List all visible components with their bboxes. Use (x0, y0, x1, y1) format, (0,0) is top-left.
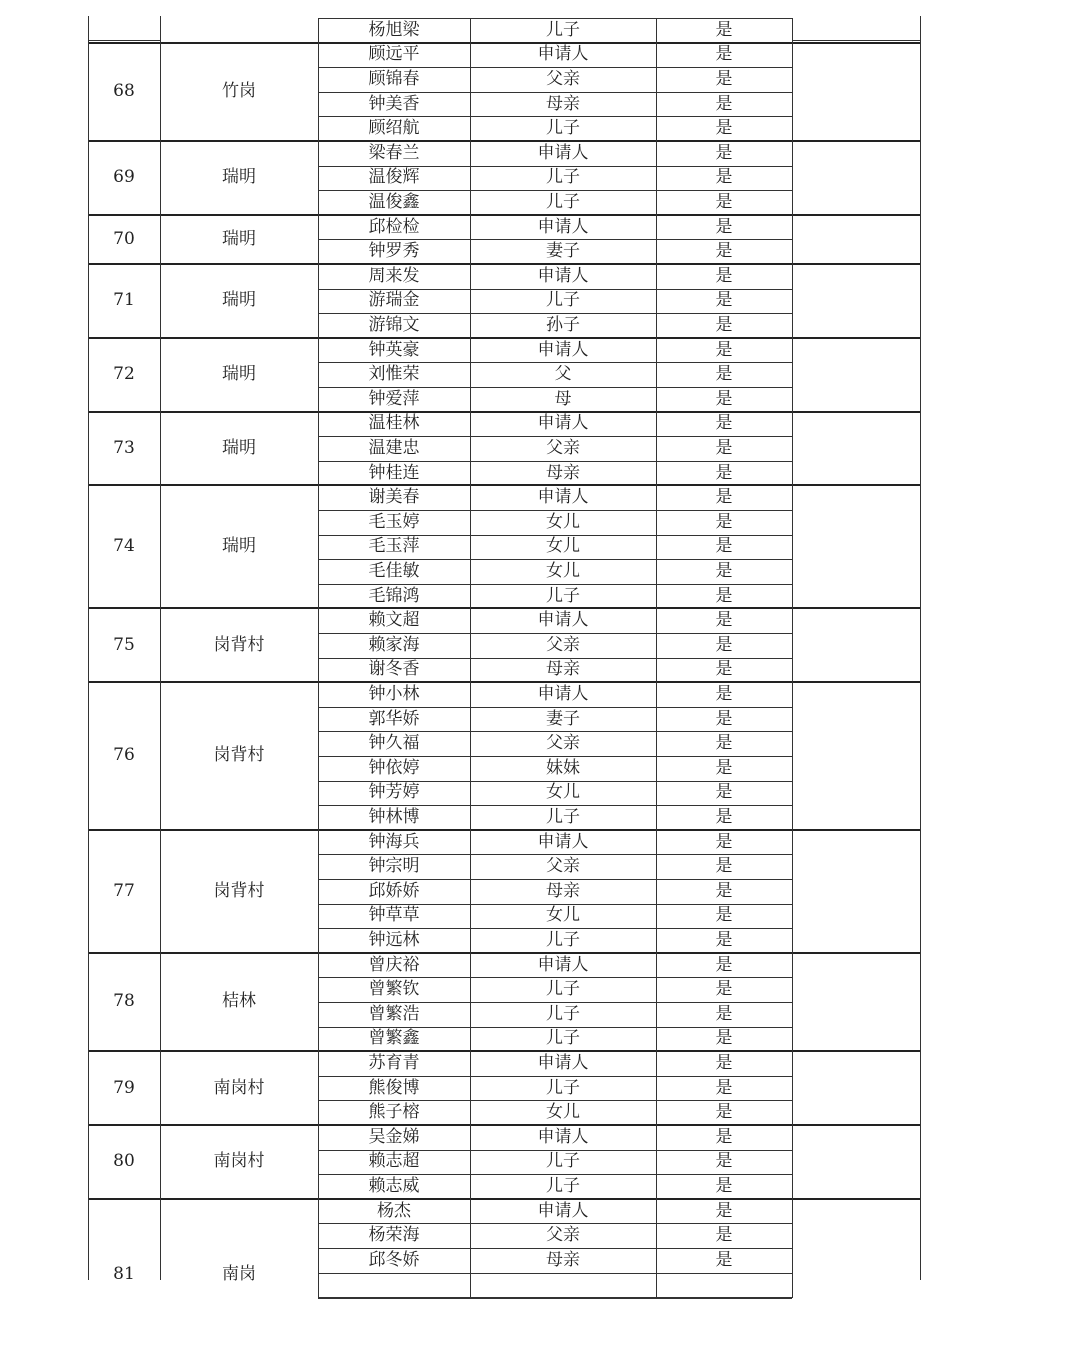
member-name: 钟远林 (368, 929, 420, 950)
serial-number: 78 (113, 991, 135, 1012)
group-divider (88, 42, 920, 44)
eligible-flag: 是 (715, 1225, 733, 1246)
relationship: 孙子 (546, 314, 580, 335)
row-divider (318, 92, 792, 93)
relationship: 母亲 (546, 462, 580, 483)
eligible-flag: 是 (715, 191, 733, 212)
relationship: 儿子 (546, 1077, 580, 1098)
member-name: 梁春兰 (368, 142, 420, 163)
relationship: 申请人 (537, 1052, 589, 1073)
relationship: 申请人 (537, 142, 589, 163)
relationship: 申请人 (537, 1200, 589, 1221)
group-divider (88, 140, 920, 142)
village-name: 岗背村 (213, 745, 265, 766)
relationship: 申请人 (537, 610, 589, 631)
member-name: 谢冬香 (368, 659, 420, 680)
row-divider (318, 731, 792, 732)
row-divider (318, 805, 792, 806)
eligible-flag: 是 (715, 118, 733, 139)
row-divider (318, 928, 792, 929)
eligible-flag: 是 (715, 68, 733, 89)
top-border (792, 40, 920, 41)
eligible-flag: 是 (715, 93, 733, 114)
member-name: 钟芳婷 (368, 782, 420, 803)
member-name: 杨荣海 (368, 1225, 420, 1246)
member-name: 温俊辉 (368, 167, 420, 188)
serial-number: 79 (113, 1077, 135, 1098)
member-name: 熊子榕 (368, 1102, 420, 1123)
row-divider (318, 18, 792, 19)
member-name: 杨旭梁 (368, 19, 420, 40)
member-name: 毛玉萍 (368, 536, 420, 557)
eligible-flag: 是 (715, 265, 733, 286)
eligible-flag: 是 (715, 831, 733, 852)
member-name: 顾锦春 (368, 68, 420, 89)
relationship: 母亲 (546, 93, 580, 114)
relationship: 申请人 (537, 265, 589, 286)
row-divider (318, 633, 792, 634)
relationship: 女儿 (546, 511, 580, 532)
row-divider (318, 1174, 792, 1175)
eligible-flag: 是 (715, 1102, 733, 1123)
row-divider (318, 535, 792, 536)
eligible-flag: 是 (715, 364, 733, 385)
member-name: 温建忠 (368, 437, 420, 458)
relationship: 儿子 (546, 929, 580, 950)
village-name: 瑞明 (222, 167, 256, 188)
village-name: 南岗村 (213, 1077, 265, 1098)
eligible-flag: 是 (715, 683, 733, 704)
relationship: 父亲 (546, 856, 580, 877)
row-divider (318, 461, 792, 462)
member-name: 邱娇娇 (368, 880, 420, 901)
member-name: 钟桂连 (368, 462, 420, 483)
eligible-flag: 是 (715, 634, 733, 655)
member-name: 钟宗明 (368, 856, 420, 877)
row-divider (318, 190, 792, 191)
column-rule (792, 18, 793, 1298)
eligible-flag: 是 (715, 1077, 733, 1098)
eligible-flag: 是 (715, 339, 733, 360)
relationship: 申请人 (537, 216, 589, 237)
group-divider (88, 681, 920, 683)
member-name: 钟依婷 (368, 757, 420, 778)
eligible-flag: 是 (715, 388, 733, 409)
relationship: 女儿 (546, 560, 580, 581)
eligible-flag: 是 (715, 708, 733, 729)
row-divider (318, 313, 792, 314)
eligible-flag: 是 (715, 905, 733, 926)
member-name: 温俊鑫 (368, 191, 420, 212)
row-divider (318, 166, 792, 167)
serial-number: 75 (113, 634, 135, 655)
relationship: 父 (554, 364, 572, 385)
member-name: 钟罗秀 (368, 241, 420, 262)
relationship: 女儿 (546, 1102, 580, 1123)
eligible-flag: 是 (715, 290, 733, 311)
eligible-flag: 是 (715, 536, 733, 557)
relationship: 儿子 (546, 806, 580, 827)
relationship: 母 (554, 388, 572, 409)
relationship: 申请人 (537, 683, 589, 704)
row-divider (318, 977, 792, 978)
serial-number: 73 (113, 437, 135, 458)
eligible-flag: 是 (715, 1126, 733, 1147)
group-divider (88, 411, 920, 413)
relationship: 父亲 (546, 634, 580, 655)
member-name: 游锦文 (368, 314, 420, 335)
serial-number: 71 (113, 290, 135, 311)
relationship: 申请人 (537, 954, 589, 975)
eligible-flag: 是 (715, 806, 733, 827)
relationship: 妻子 (546, 708, 580, 729)
eligible-flag: 是 (715, 733, 733, 754)
serial-number: 77 (113, 880, 135, 901)
group-divider (88, 607, 920, 609)
eligible-flag: 是 (715, 880, 733, 901)
eligible-flag: 是 (715, 585, 733, 606)
village-name: 瑞明 (222, 290, 256, 311)
member-name: 苏育青 (368, 1052, 420, 1073)
relationship: 母亲 (546, 1249, 580, 1270)
eligible-flag: 是 (715, 241, 733, 262)
member-name: 谢美春 (368, 487, 420, 508)
group-divider (88, 952, 920, 954)
relationship: 儿子 (546, 1028, 580, 1049)
group-divider (88, 214, 920, 216)
relationship: 女儿 (546, 905, 580, 926)
column-rule (318, 18, 319, 1298)
group-divider (88, 829, 920, 831)
member-name: 杨杰 (377, 1200, 411, 1221)
eligible-flag: 是 (715, 659, 733, 680)
member-name: 游瑞金 (368, 290, 420, 311)
village-name: 瑞明 (222, 228, 256, 249)
village-name: 瑞明 (222, 437, 256, 458)
row-divider (318, 879, 792, 880)
row-divider (318, 67, 792, 68)
row-divider (318, 1273, 792, 1274)
serial-number: 70 (113, 228, 135, 249)
relationship: 儿子 (546, 191, 580, 212)
member-name: 钟草草 (368, 905, 420, 926)
member-name: 曾庆裕 (368, 954, 420, 975)
relationship: 母亲 (546, 880, 580, 901)
member-name: 曾繁鑫 (368, 1028, 420, 1049)
village-name: 岗背村 (213, 880, 265, 901)
row-divider (318, 1100, 792, 1101)
village-name: 桔林 (222, 991, 256, 1012)
member-name: 钟爱萍 (368, 388, 420, 409)
village-name: 岗背村 (213, 634, 265, 655)
column-rule (920, 16, 921, 1280)
member-name: 钟林博 (368, 806, 420, 827)
row-divider (318, 510, 792, 511)
member-name: 钟美香 (368, 93, 420, 114)
row-divider (318, 756, 792, 757)
relationship: 儿子 (546, 1151, 580, 1172)
serial-number: 80 (113, 1151, 135, 1172)
eligible-flag: 是 (715, 1003, 733, 1024)
eligible-flag: 是 (715, 142, 733, 163)
relationship: 女儿 (546, 782, 580, 803)
eligible-flag: 是 (715, 167, 733, 188)
row-divider (318, 239, 792, 240)
row-divider (318, 1027, 792, 1028)
relationship: 女儿 (546, 536, 580, 557)
top-border (88, 40, 160, 41)
member-name: 钟久福 (368, 733, 420, 754)
relationship: 申请人 (537, 339, 589, 360)
relationship: 申请人 (537, 1126, 589, 1147)
village-name: 瑞明 (222, 536, 256, 557)
member-name: 郭华娇 (368, 708, 420, 729)
member-name: 赖志威 (368, 1175, 420, 1196)
column-rule (88, 16, 89, 1280)
row-divider (318, 1248, 792, 1249)
member-name: 钟海兵 (368, 831, 420, 852)
serial-number: 72 (113, 364, 135, 385)
eligible-flag: 是 (715, 437, 733, 458)
eligible-flag: 是 (715, 1249, 733, 1270)
relationship: 儿子 (546, 1175, 580, 1196)
eligible-flag: 是 (715, 1151, 733, 1172)
group-divider (88, 1124, 920, 1126)
column-rule (470, 18, 471, 1298)
eligible-flag: 是 (715, 610, 733, 631)
member-name: 毛玉婷 (368, 511, 420, 532)
village-name: 瑞明 (222, 364, 256, 385)
relationship: 申请人 (537, 831, 589, 852)
relationship: 儿子 (546, 979, 580, 1000)
serial-number: 81 (113, 1263, 135, 1284)
serial-number: 69 (113, 167, 135, 188)
relationship: 儿子 (546, 585, 580, 606)
row-divider (318, 1150, 792, 1151)
eligible-flag: 是 (715, 1200, 733, 1221)
relationship: 儿子 (546, 167, 580, 188)
row-divider (318, 387, 792, 388)
eligible-flag: 是 (715, 511, 733, 532)
member-name: 曾繁浩 (368, 1003, 420, 1024)
group-divider (88, 484, 920, 486)
eligible-flag: 是 (715, 216, 733, 237)
relationship: 申请人 (537, 487, 589, 508)
village-name: 南岗 (222, 1263, 256, 1284)
eligible-flag: 是 (715, 1175, 733, 1196)
relationship: 父亲 (546, 437, 580, 458)
member-name: 温桂林 (368, 413, 420, 434)
relationship: 儿子 (546, 1003, 580, 1024)
eligible-flag: 是 (715, 19, 733, 40)
eligible-flag: 是 (715, 782, 733, 803)
member-name: 毛佳敏 (368, 560, 420, 581)
row-divider (318, 658, 792, 659)
member-name: 赖志超 (368, 1151, 420, 1172)
member-name: 周来发 (368, 265, 420, 286)
relationship: 儿子 (546, 118, 580, 139)
row-divider (318, 559, 792, 560)
relationship: 妹妹 (546, 757, 580, 778)
row-divider (318, 781, 792, 782)
member-name: 邱检检 (368, 216, 420, 237)
member-name: 顾绍航 (368, 118, 420, 139)
village-name: 竹岗 (222, 81, 256, 102)
eligible-flag: 是 (715, 1052, 733, 1073)
row-divider (318, 1223, 792, 1224)
relationship: 申请人 (537, 413, 589, 434)
serial-number: 74 (113, 536, 135, 557)
serial-number: 76 (113, 745, 135, 766)
eligible-flag: 是 (715, 44, 733, 65)
relationship: 儿子 (546, 19, 580, 40)
relationship: 父亲 (546, 68, 580, 89)
member-name: 刘惟荣 (368, 364, 420, 385)
member-name: 熊俊博 (368, 1077, 420, 1098)
column-rule (656, 18, 657, 1298)
member-name: 钟小林 (368, 683, 420, 704)
column-rule (160, 16, 161, 1280)
serial-number: 68 (113, 81, 135, 102)
row-divider (318, 1298, 792, 1299)
member-name: 钟英豪 (368, 339, 420, 360)
member-name: 毛锦鸿 (368, 585, 420, 606)
row-divider (318, 116, 792, 117)
eligible-flag: 是 (715, 462, 733, 483)
relationship: 申请人 (537, 44, 589, 65)
eligible-flag: 是 (715, 314, 733, 335)
row-divider (318, 707, 792, 708)
eligible-flag: 是 (715, 929, 733, 950)
row-divider (318, 362, 792, 363)
row-divider (318, 289, 792, 290)
eligible-flag: 是 (715, 487, 733, 508)
row-divider (318, 584, 792, 585)
member-name: 赖家海 (368, 634, 420, 655)
group-divider (88, 337, 920, 339)
eligible-flag: 是 (715, 413, 733, 434)
eligible-flag: 是 (715, 1028, 733, 1049)
row-divider (318, 1002, 792, 1003)
relationship: 妻子 (546, 241, 580, 262)
relationship: 儿子 (546, 290, 580, 311)
eligible-flag: 是 (715, 757, 733, 778)
eligible-flag: 是 (715, 979, 733, 1000)
group-divider (88, 263, 920, 265)
relationship: 父亲 (546, 1225, 580, 1246)
group-divider (88, 1050, 920, 1052)
row-divider (318, 436, 792, 437)
relationship: 母亲 (546, 659, 580, 680)
village-name: 南岗村 (213, 1151, 265, 1172)
member-name: 吴金娣 (368, 1126, 420, 1147)
member-name: 顾远平 (368, 44, 420, 65)
row-divider (318, 904, 792, 905)
eligible-flag: 是 (715, 560, 733, 581)
group-divider (88, 1198, 920, 1200)
row-divider (318, 1076, 792, 1077)
eligible-flag: 是 (715, 856, 733, 877)
relationship: 父亲 (546, 733, 580, 754)
eligible-flag: 是 (715, 954, 733, 975)
row-divider (318, 854, 792, 855)
member-name: 赖文超 (368, 610, 420, 631)
member-name: 邱冬娇 (368, 1249, 420, 1270)
member-name: 曾繁钦 (368, 979, 420, 1000)
